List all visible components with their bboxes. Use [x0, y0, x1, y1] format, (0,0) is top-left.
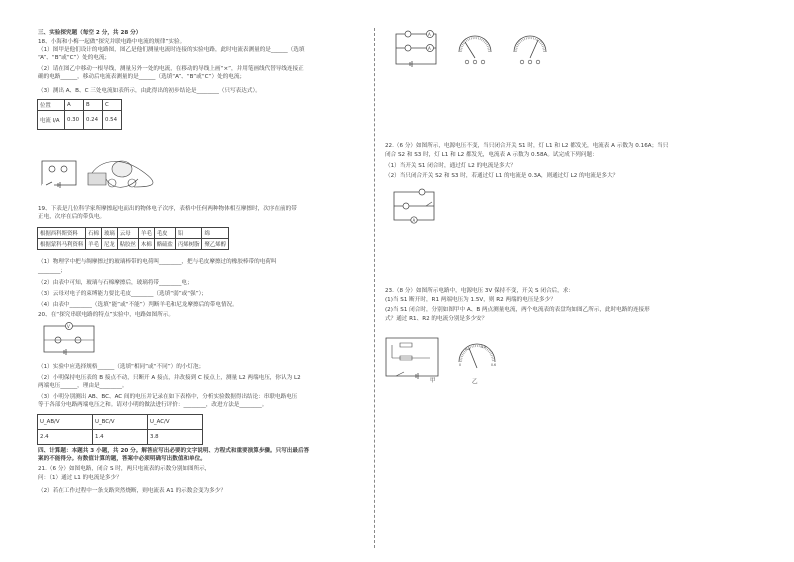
q19-table-cell: 石棉 [86, 228, 102, 239]
q19-table-cell: 根据西科斯资料 [38, 228, 86, 239]
q19-table-cell: 云母 [117, 228, 138, 239]
q20-line-0: 20、在“探究串联电路的特点”实验中，电路如图所示。 [38, 312, 174, 318]
q19-after-3: （3）云母对电子的束缚能力要比毛皮________（选填“弱”或“强”）； [38, 291, 207, 297]
q18-line-3: （2）请在图乙中移动一根导线，测量另外一处的电流，在移动的导线上画“×”，并用笔画线代替导线连接正 [38, 66, 304, 72]
q19-line-0: 19、下表是几位科学家所摩擦起电而出的物体电子次序，表格中任何两种物体相互摩擦时，次序在前的带 [38, 206, 297, 212]
q18-table-value: 0.24 [84, 111, 103, 130]
fig-label-yi: 乙 [472, 379, 478, 385]
q19-table-cell: 绵 [202, 228, 229, 239]
q21-circuit-diagram [390, 30, 450, 72]
q18-table-row-label: 电流 I/A [38, 111, 65, 130]
q20-after-2: 两端电压______，理由是________。 [38, 383, 128, 389]
q20-table-header: U_BC/V [93, 415, 148, 430]
svg-text:V: V [67, 324, 70, 329]
q19-table-cell: 木棉 [138, 239, 154, 250]
svg-text:A: A [428, 32, 431, 37]
q20-table-header: U_AB/V [38, 415, 93, 430]
q23-ammeter-dial [455, 338, 499, 378]
q18-line-4: 确的电路______，移动后电流表测量的是______（选填“A”、“B”或“C”）处的电流； [38, 74, 246, 80]
q20-table-value: 1.4 [93, 430, 148, 445]
q18-table-value: 0.54 [103, 111, 122, 130]
q21-line-2: （2）若在工作过程中一条支路突然烧断，则电流表 A1 的示数会变为多少？ [38, 488, 226, 494]
q18-circuit-diagram [38, 157, 82, 191]
q19-table-cell: 羊毛 [138, 228, 154, 239]
q18-line-5: （3）测出 A、B、C 三处电流如表所示，由此得出的初步结论是________（只写表达式）。 [38, 88, 261, 94]
ammeter-dial-2 [510, 32, 550, 70]
q18-table-header: 位置 [38, 100, 65, 111]
q21-line-0: 21.（6 分）如图电路，闭合 S 时，两只电流表的示数分别如图所示， [38, 466, 211, 472]
q18-table-header: C [103, 100, 122, 111]
q18-table-value: 0.30 [65, 111, 84, 130]
meter-tick-2: 0.4 [481, 345, 487, 349]
section4-line-0: 四、计算题：本题共 3 小题，共 20 分。解答应写出必要的文字说明、方程式和重要演算步骤。只写出最后答 [38, 448, 310, 454]
q22-line-1: 闭合 S2 和 S3 时，灯 L1 和 L2 都发光，电流表 A 示数为 0.58A。试完成下列问题： [385, 152, 598, 158]
q19-after-4: （4）由表中________（选填“能”或“不能”）判断羊毛和尼龙摩擦后的带电情况。 [38, 302, 238, 308]
column-divider [374, 28, 375, 548]
q19-table-cell: 聚乙烯醇 [202, 239, 229, 250]
q20-table-value: 3.8 [148, 430, 203, 445]
q20-after-0: （1）实验中应选择规格______（选填“相同”或“不同”）的小灯泡； [38, 364, 205, 370]
meter-tick-1: 0.2 [465, 347, 471, 351]
q23-circuit-diagram [382, 334, 448, 382]
q18-line-1: （1）图甲是他们设计的电路图，图乙是他们测量电流时连接的实验电路，此时电流表测量的是______（选填 [38, 47, 305, 53]
q19-after-0: （1）物理学中把与绸摩擦过的玻璃棒带的电荷叫________，把与毛皮摩擦过的橡胶棒带的电荷叫 [38, 259, 277, 265]
q20-table-value: 2.4 [38, 430, 93, 445]
q18-physical-circuit [82, 153, 162, 193]
q18-line-2: “A”、“B”或“C”）处的电流； [38, 55, 111, 61]
q22-line-2: （1）当开关 S1 闭合时，通过灯 L2 的电流是多大？ [385, 163, 516, 169]
q23-line-2: (2)当 S1 闭合时，分别如图甲中 A、B 两点测量电流，两个电流表的表盘均如图乙所示，此时电路的连接形 [385, 307, 650, 313]
q19-table-cell: 酪硫盐 [154, 239, 175, 250]
q18-current-table [37, 99, 122, 130]
q20-voltage-table [37, 414, 203, 445]
q20-after-4: 等于各部分电路两端电压之和。请对小明的做法进行评价：________，改进方法是________。 [38, 402, 268, 408]
q19-line-1: 正电，次序在后的带负电。 [38, 214, 106, 220]
q19-after-2: （2）由表中可知，玻璃与石棉摩擦后，玻璃将带________电； [38, 280, 193, 286]
q20-after-1: （2）小明保持电压表的 B 接点不动，只断开 A 接点，并改接到 C 接点上，测量 L2 两端电压，你认为 L2 [38, 375, 301, 381]
q19-table-cell: 尼龙 [101, 239, 117, 250]
q18-table-header: B [84, 100, 103, 111]
q19-table-cell: 铅 [175, 228, 202, 239]
q23-line-1: (1)当 S1 断开时，R1 两端电压为 1.5V，则 R2 两端的电压是多少？ [385, 297, 556, 303]
q19-friction-table [37, 227, 229, 250]
q19-after-1: ________； [38, 268, 66, 274]
q18-table-header: A [65, 100, 84, 111]
fig-label-jia: 甲 [430, 378, 436, 384]
ammeter-dial-1 [455, 32, 495, 70]
q19-table-cell: 粘胶丝 [117, 239, 138, 250]
q19-table-cell: 玻璃 [101, 228, 117, 239]
section4-line-1: 案的不能得分。有数值计算的题，答案中必须明确写出数值和单位。 [38, 456, 206, 462]
meter-tick-0: 0 [459, 363, 462, 367]
q22-circuit-diagram [390, 188, 440, 228]
q19-table-cell: 丙烯树脂 [175, 239, 202, 250]
svg-text:A: A [412, 218, 416, 223]
q20-series-circuit [40, 320, 100, 360]
svg-text:A: A [428, 46, 431, 51]
meter-tick-3: 0.6 [491, 363, 497, 367]
q22-line-0: 22.（6 分）如图所示，电源电压不变，当只闭合开关 S1 时，灯 L1 和 L2 都发光，电流表 A 示数为 0.16A；当只 [385, 143, 669, 149]
q20-table-header: U_AC/V [148, 415, 203, 430]
q19-table-cell: 羊毛 [86, 239, 102, 250]
q23-line-3: 式？通过 R1、R2 的电流分别是多少安？ [385, 316, 488, 322]
q19-table-cell: 毛皮 [154, 228, 175, 239]
q19-table-cell: 根据蒙科马利资料 [38, 239, 86, 250]
q23-line-0: 23.（8 分）如图所示电路中，电源电压 3V 保持不变，开关 S 闭合后，求： [385, 288, 574, 294]
section-title: 三、实验探究题（每空 2 分，共 28 分） [38, 30, 142, 36]
q20-after-3: （3）小明分别测出 AB、BC、AC 间的电压并记录在如下表格中，分析实验数据得出结论：串联电路电压 [38, 394, 298, 400]
q18-line-0: 18、小海和小梅一起做“探究并联电路中电流的规律”实验。 [38, 39, 186, 45]
q22-line-3: （2）当只闭合开关 S2 和 S3 时，若通过灯 L1 的电流是 0.3A，则通过灯 L2 的电流是多大？ [385, 173, 619, 179]
q21-line-1: 问：（1）通过 L1 的电流是多少？ [38, 475, 122, 481]
